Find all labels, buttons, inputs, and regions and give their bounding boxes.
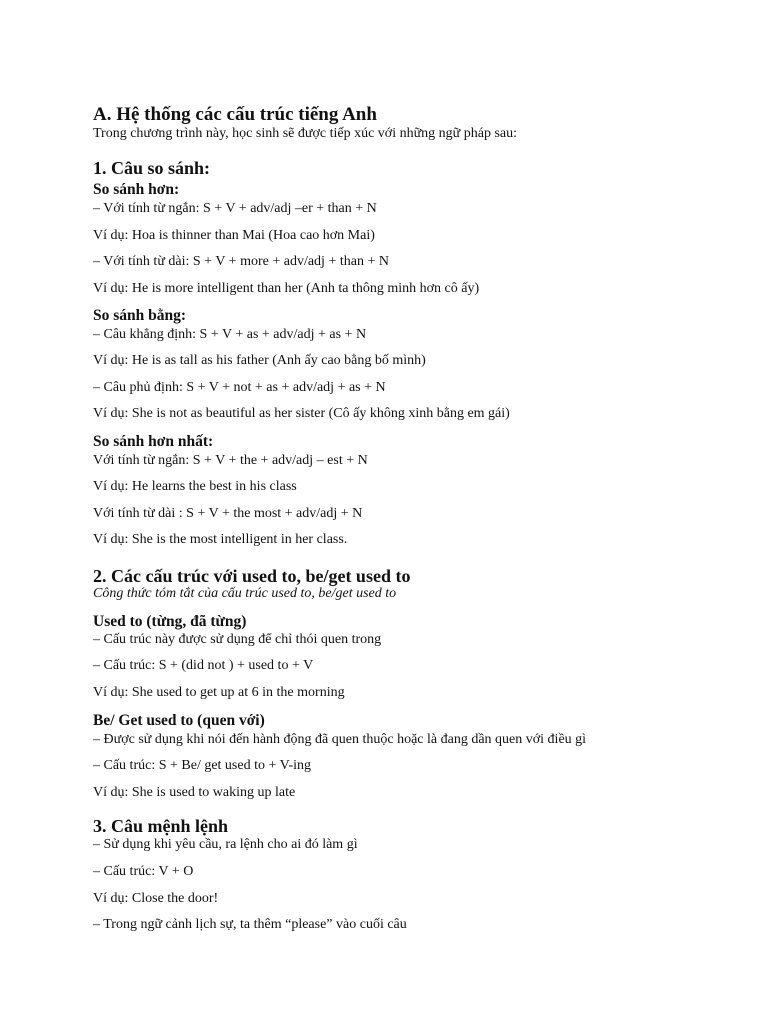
comparative-example1: Ví dụ: Hoa is thinner than Mai (Hoa cao hơn Mai) [93, 228, 375, 243]
imperative-line2: – Cấu trúc: V + O [93, 864, 194, 879]
equal-line2: – Câu phủ định: S + V + not + as + adv/adj + as + N [93, 380, 386, 395]
superlative-heading: So sánh hơn nhất: [93, 433, 214, 450]
equal-example1: Ví dụ: He is as tall as his father (Anh ấy cao bằng bố mình) [93, 353, 426, 368]
comparative-line1: – Với tính từ ngắn: S + V + adv/adj –er + than + N [93, 201, 377, 216]
superlative-line1: Với tính từ ngắn: S + V + the + adv/adj – est + N [93, 453, 368, 468]
equal-example2: Ví dụ: She is not as beautiful as her sister (Cô ấy không xinh bằng em gái) [93, 406, 510, 421]
comparative-line2: – Với tính từ dài: S + V + more + adv/adj + than + N [93, 254, 389, 269]
usedto-line2: – Cấu trúc: S + (did not ) + used to + V [93, 658, 314, 673]
section3-heading: 3. Câu mệnh lệnh [93, 816, 229, 836]
equal-line1: – Câu khẳng định: S + V + as + adv/adj + as + N [93, 327, 367, 342]
section2-heading: 2. Các cấu trúc với used to, be/get used to [93, 566, 411, 586]
section1-heading: 1. Câu so sánh: [93, 158, 211, 178]
beget-line1: – Được sử dụng khi nói đến hành động đã quen thuộc hoặc là đang dần quen với điều gì [93, 732, 587, 747]
usedto-example1: Ví dụ: She used to get up at 6 in the morning [93, 685, 345, 700]
intro-text: Trong chương trình này, học sinh sẽ được tiếp xúc với những ngữ pháp sau: [93, 126, 518, 141]
imperative-line3: – Trong ngữ cảnh lịch sự, ta thêm “please” vào cuối câu [93, 917, 407, 932]
superlative-line2: Với tính từ dài : S + V + the most + adv/adj + N [93, 506, 363, 521]
comparative-example2: Ví dụ: He is more intelligent than her (Anh ta thông minh hơn cô ấy) [93, 281, 480, 296]
superlative-example1: Ví dụ: He learns the best in his class [93, 479, 297, 494]
superlative-example2: Ví dụ: She is the most intelligent in her class. [93, 532, 348, 547]
imperative-line1: – Sử dụng khi yêu cầu, ra lệnh cho ai đó làm gì [93, 837, 358, 852]
document-title: A. Hệ thống các cấu trúc tiếng Anh [93, 104, 377, 125]
section2-subtitle: Công thức tóm tắt của cấu trúc used to, be/get used to [93, 586, 397, 601]
beget-example1: Ví dụ: She is used to waking up late [93, 785, 296, 800]
beget-line2: – Cấu trúc: S + Be/ get used to + V-ing [93, 758, 312, 773]
equal-heading: So sánh bằng: [93, 307, 187, 324]
usedto-line1: – Cấu trúc này được sử dụng để chỉ thói quen trong [93, 632, 382, 647]
usedto-heading: Used to (từng, đã từng) [93, 613, 247, 630]
comparative-heading: So sánh hơn: [93, 181, 180, 198]
imperative-example1: Ví dụ: Close the door! [93, 891, 219, 906]
beget-heading: Be/ Get used to (quen với) [93, 712, 265, 729]
